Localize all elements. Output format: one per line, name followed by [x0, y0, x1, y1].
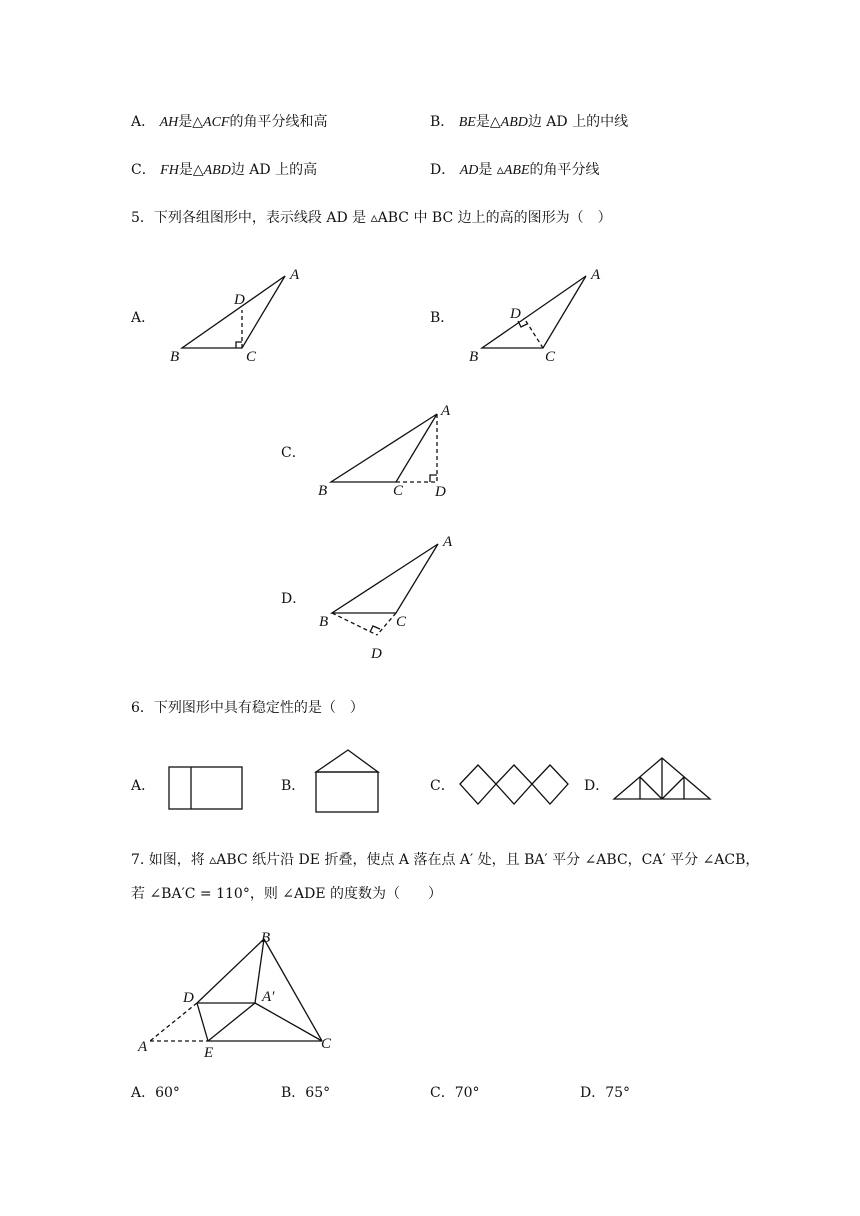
q6-figure-b [312, 747, 384, 815]
dashed-segment-da [150, 1003, 197, 1041]
point-c-label: C [545, 349, 556, 365]
q4-option-d: D． AD是 ▵ABE的角平分线 [430, 162, 600, 178]
point-c-label: C [321, 1036, 332, 1052]
point-d-label: D [183, 990, 194, 1006]
q6-option-a-label: A． [131, 778, 156, 794]
diamond-1 [460, 765, 496, 804]
q4-option-c: C． FH是△ABD边 AD 上的高 [131, 162, 318, 178]
altitude-segment [524, 318, 543, 348]
outer-rectangle [169, 767, 242, 809]
q6-figure-a [165, 765, 245, 811]
point-c-label: C [246, 349, 257, 365]
q7-option-d: D．75° [580, 1085, 631, 1101]
house-body [316, 772, 378, 812]
truss-diagonal-left [640, 777, 662, 799]
q5-figure-c [310, 400, 470, 510]
q5-option-a-label: A． [131, 310, 156, 326]
point-d-label: D [234, 292, 245, 308]
point-c-label: C [393, 483, 404, 499]
q7-stem-line-1: 7. 如图，将 ▵ABC 纸片沿 DE 折叠，使点 A 落在点 A′ 处，且 BA′ 平分 ∠ABC，CA′ 平分 ∠ACB， [131, 852, 760, 868]
q5-stem: 5．下列各组图形中，表示线段 AD 是 ▵ABC 中 BC 边上的高的图形为（ ） [131, 210, 612, 226]
q6-option-b-label: B． [281, 778, 306, 794]
q6-stem: 6．下列图形中具有稳定性的是（ ） [131, 700, 364, 716]
q5-option-c-label: C． [281, 445, 306, 461]
point-a-label: A [591, 267, 601, 283]
point-a-prime-label: A′ [262, 989, 275, 1005]
q7-option-c: C．70° [430, 1085, 480, 1101]
triangle-abc [332, 544, 438, 613]
point-b-label: B [319, 614, 329, 630]
q7-option-a: A．60° [131, 1085, 180, 1101]
q6-option-c-label: C． [430, 778, 455, 794]
q4-option-a: A． AH是△ACF的角平分线和高 [131, 114, 328, 130]
q6-figure-d [610, 755, 716, 803]
right-angle-mark [370, 626, 380, 632]
point-b-label: B [318, 483, 328, 499]
q5-option-d-label: D． [281, 591, 307, 607]
point-a-label: A [138, 1039, 148, 1055]
point-d-label: D [435, 484, 446, 500]
q6-option-d-label: D． [584, 778, 610, 794]
right-angle-mark [236, 342, 242, 348]
segment-ea-prime [208, 1003, 255, 1041]
point-d-label: D [371, 646, 382, 662]
bisector-ca-prime [255, 1003, 322, 1041]
q5-figure-a [160, 262, 320, 372]
q7-figure [130, 925, 350, 1065]
point-a-label: A [441, 403, 451, 419]
point-e-label: E [204, 1045, 214, 1061]
point-a-label: A [443, 534, 453, 550]
diamond-2 [496, 765, 532, 804]
q4-option-b: B． BE是△ABD边 AD 上的中线 [430, 114, 629, 130]
fold-line-de [197, 1003, 208, 1041]
point-c-label: C [396, 614, 407, 630]
triangle-abc [182, 276, 285, 348]
q5-figure-b [460, 262, 620, 372]
side-bd [197, 939, 264, 1003]
q5-option-b-label: B． [430, 310, 455, 326]
truss-diagonal-right [662, 777, 684, 799]
extension-segment [377, 613, 396, 635]
point-a-label: A [290, 267, 300, 283]
q5-figure-d [310, 530, 470, 665]
triangle-abc [482, 276, 586, 348]
point-b-label: B [261, 930, 271, 946]
q7-option-b: B．65° [281, 1085, 331, 1101]
point-d-label: D [510, 306, 521, 322]
point-b-label: B [170, 349, 180, 365]
q6-figure-c [456, 762, 574, 810]
q7-stem-line-2: 若 ∠BA′C = 110°，则 ∠ADE 的度数为（ ） [131, 886, 443, 902]
point-b-label: B [469, 349, 479, 365]
diamond-3 [532, 765, 568, 804]
triangle-abc [331, 414, 437, 482]
right-angle-mark [430, 475, 437, 482]
roof-triangle [316, 750, 378, 772]
